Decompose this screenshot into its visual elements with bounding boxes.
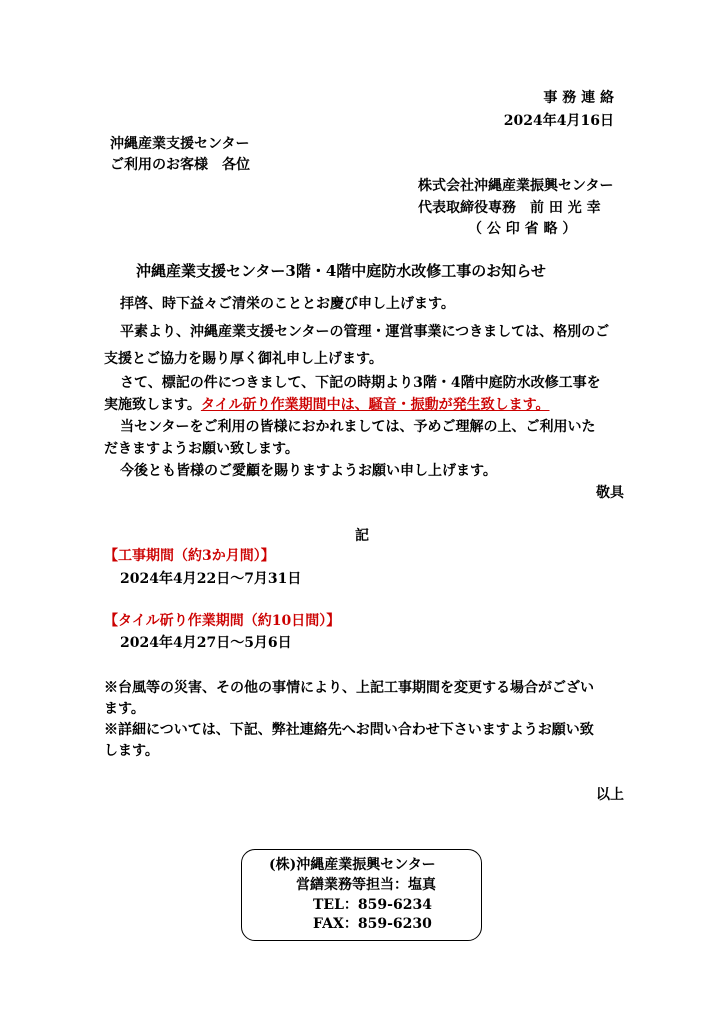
note-2-line2: します。 — [104, 743, 159, 759]
contact-fax: FAX：859-6230 — [313, 916, 432, 932]
seal-note: （ 公 印 省 略 ） — [468, 221, 577, 237]
contact-person: 営繕業務等担当：塩真 — [296, 877, 436, 893]
contact-tel: TEL：859-6234 — [313, 897, 432, 913]
noise-warning: タイル斫り作業期間中は、騒音・振動が発生致します。 — [200, 397, 550, 413]
body-para4-line2: だきますようお願い致します。 — [104, 441, 299, 457]
body-para3-line2 — [104, 396, 550, 414]
note-1-line2: ます。 — [104, 701, 145, 717]
body-para2-line1: 平素より、沖縄産業支援センターの管理・運営事業につきましては、格別のご — [120, 324, 610, 340]
body-para4-line1: 当センターをご利用の皆様におかれましては、予めご理解の上、ご利用いた — [120, 419, 596, 435]
recipient-line-1: 沖縄産業支援センター — [110, 136, 250, 152]
body-para3-line2a: 実施致します。 — [104, 397, 201, 413]
construction-period-label: 【工事期間（約3か月間）】 — [104, 548, 275, 564]
closing-keigu: 敬具 — [596, 485, 624, 501]
body-para3-line1: さて、標記の件につきまして、下記の時期より3階・4階中庭防水改修工事を — [120, 375, 601, 391]
construction-period-dates: 2024年4月22日～7月31日 — [120, 571, 302, 587]
sender-company: 株式会社沖縄産業振興センター — [418, 178, 614, 194]
tile-work-period-label: 【タイル斫り作業期間（約10日間）】 — [104, 613, 341, 629]
recipient-line-2: ご利用のお客様 各位 — [110, 157, 250, 173]
body-para5: 今後とも皆様のご愛顧を賜りますようお願い申し上げます。 — [120, 463, 497, 479]
tile-work-period-dates: 2024年4月27日～5月6日 — [120, 635, 292, 651]
note-1-line1: ※台風等の災害、その他の事情により、上記工事期間を変更する場合がござい — [104, 680, 594, 696]
notice-title: 沖縄産業支援センター3階・4階中庭防水改修工事のお知らせ — [136, 262, 546, 280]
body-para2-line2: 支援とご協力を賜り厚く御礼申し上げます。 — [104, 351, 383, 367]
doc-type: 事 務 連 絡 — [543, 90, 614, 106]
note-2-line1: ※詳細については、下記、弊社連絡先へお問い合わせ下さいますようお願い致 — [104, 722, 594, 738]
document-date: 2024年4月16日 — [503, 113, 614, 129]
ki-marker: 記 — [355, 528, 369, 544]
contact-company: (株)沖縄産業振興センター — [269, 857, 436, 873]
closing-ijou: 以上 — [596, 787, 624, 803]
contact-box — [241, 849, 482, 941]
body-greeting: 拝啓、時下益々ご清栄のこととお慶び申し上げます。 — [120, 296, 455, 312]
sender-representative: 代表取締役専務 前 田 光 幸 — [418, 200, 601, 216]
